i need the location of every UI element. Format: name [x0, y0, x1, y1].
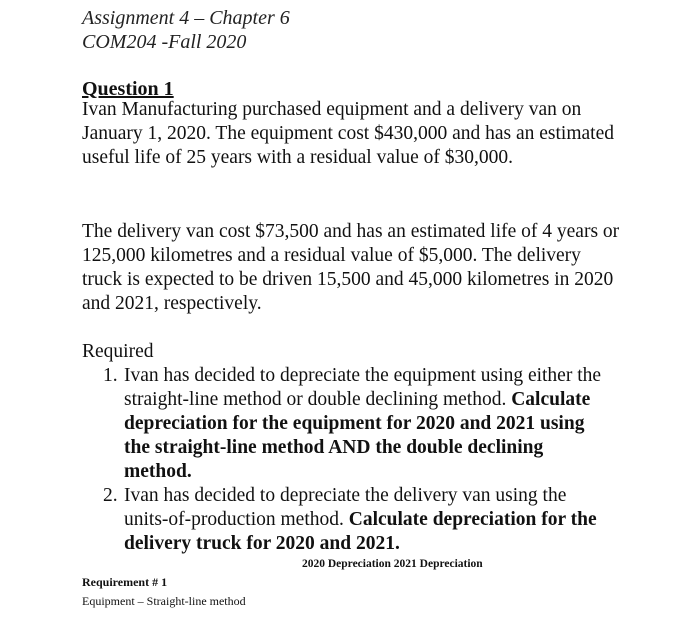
- depreciation-column-headers: [302, 556, 483, 572]
- course-term: COM204 -Fall 2020: [82, 31, 247, 53]
- requirement-number: 2.: [103, 485, 118, 506]
- document-header: [82, 6, 290, 54]
- requirement-item-2: [103, 484, 613, 556]
- requirement-instruction: Calculate depreciation for the equipment for 2020 and 2021 using the straight-line method AND the double declining method.: [124, 389, 591, 482]
- requirement-text: Ivan has decided to depreciate the equipment using either the straight-line method or double declining method.: [124, 365, 602, 410]
- requirements-list: [103, 364, 613, 556]
- column-header-2021: 2021 Depreciation: [393, 558, 483, 570]
- requirement-item-1: [103, 364, 613, 484]
- question-title: Question 1: [82, 78, 174, 100]
- requirement-1-label: Requirement # 1: [82, 575, 168, 589]
- required-heading: Required: [82, 341, 154, 362]
- equipment-row-label: Equipment – Straight-line method: [82, 594, 246, 608]
- requirement-text: Ivan has decided to depreciate the delivery van using the units-of-production method.: [124, 485, 567, 530]
- requirement-instruction: Calculate depreciation for the delivery truck for 2020 and 2021.: [124, 509, 597, 554]
- question-paragraph-van: The delivery van cost $73,500 and has an estimated life of 4 years or 125,000 kilometres and a residual value of $5,000. The delivery truck is expected to be driven 15,500 and 45,000 kilometres in 2020 and 2021, respectively.: [82, 221, 620, 314]
- column-header-2020: 2020 Depreciation: [302, 558, 391, 570]
- requirement-number: 1.: [103, 365, 118, 386]
- question-paragraph-equipment: Ivan Manufacturing purchased equipment and a delivery van on January 1, 2020. The equipment cost $430,000 and has an estimated useful life of 25 years with a residual value of $30,000.: [82, 99, 614, 168]
- assignment-title: Assignment 4 – Chapter 6: [82, 7, 290, 29]
